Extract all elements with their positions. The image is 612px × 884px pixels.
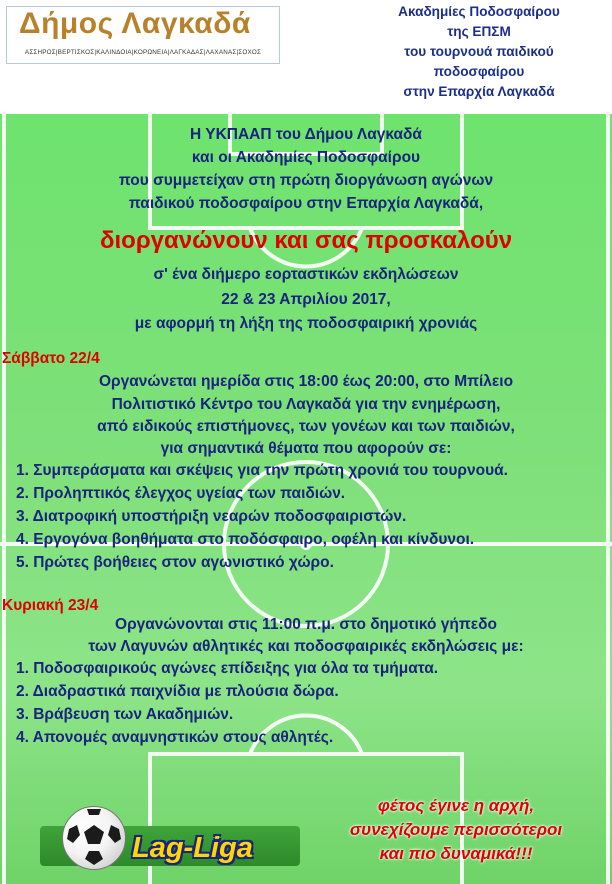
event-line: σ' ένα διήμερο εορταστικών εκδηλώσεων xyxy=(153,266,459,283)
saturday-desc-line: για σημαντικά θέματα που αφορούν σε: xyxy=(160,440,452,457)
sunday-item: 2. Διαδραστικά παιχνίδια με πλούσια δώρα. xyxy=(16,683,339,700)
intro-line: παιδικού ποδοσφαίρου στην Επαρχία Λαγκαδά, xyxy=(128,195,484,212)
sunday-heading: Κυριακή 23/4 xyxy=(2,597,99,614)
header-line: του τουρνουά παιδικού xyxy=(404,44,554,59)
sunday-item: 1. Ποδοσφαιρικούς αγώνες επίδειξης για όλα τα τμήματα. xyxy=(16,660,439,677)
event-line: 22 & 23 Απριλίου 2017, xyxy=(221,291,391,308)
municipality-logo xyxy=(6,6,280,64)
logo-title: Δήμος Λαγκαδά xyxy=(19,7,251,40)
saturday-item: 5. Πρώτες βοήθειες στον αγωνιστικό χώρο. xyxy=(16,554,334,571)
intro-line: και οι Ακαδημίες Ποδοσφαίρου xyxy=(191,149,421,166)
logo-subtitle: ΑΣΣΗΡΟΣ|ΒΕΡΤΙΣΚΟΣ|ΚΑΛΙΝΔΟΙΑ|ΚΟΡΩΝΕΙΑ|ΛΑΓΚΑΔΑΣ|ΛΑΧΑΝΑΣ|ΣΟΧΟΣ xyxy=(24,49,262,56)
header-line: της ΕΠΣΜ xyxy=(447,24,511,39)
saturday-desc-line: Πολιτιστικό Κέντρο του Λαγκαδά για την ενημέρωση, xyxy=(111,396,501,413)
saturday-item: 1. Συμπεράσματα και σκέψεις για την πρώτη χρονιά του τουρνουά. xyxy=(16,462,508,479)
sunday-desc-line: Οργανώνονται στις 11:00 π.μ. στο δημοτικό γήπεδο xyxy=(115,616,497,633)
sunday-desc-line: των Λαγυνών αθλητικές και ποδοσφαιρικές εκδηλώσεις με: xyxy=(88,638,524,655)
closing-slogan xyxy=(300,794,612,866)
header-line: Ακαδημίες Ποδοσφαίρου xyxy=(398,4,560,19)
intro-line: που συμμετείχαν στη πρώτη διοργάνωση αγώνων xyxy=(118,172,494,189)
saturday-heading: Σάββατο 22/4 xyxy=(2,350,100,367)
header-line: στην Επαρχία Λαγκαδά xyxy=(403,84,555,99)
header-band xyxy=(0,0,612,114)
saturday-item: 2. Προληπτικός έλεγχος υγείας των παιδιών. xyxy=(16,485,346,502)
slogan-line: φέτος έγινε η αρχή, xyxy=(377,796,535,815)
slogan-line: συνεχίζουμε περισσότεροι xyxy=(349,820,563,839)
header-line: ποδοσφαίρου xyxy=(433,64,525,79)
saturday-desc-line: από ειδικούς επιστήμονες, των γονέων και των παιδιών, xyxy=(97,418,515,435)
slogan-line: και πιο δυναμικά!!! xyxy=(379,844,533,863)
event-line: με αφορμή τη λήξη της ποδοσφαιρική χρονιάς xyxy=(134,315,478,332)
header-academies-text xyxy=(348,2,610,102)
sunday-item: 4. Απονομές αναμνηστικών στους αθλητές. xyxy=(16,729,334,746)
intro-line: Η ΥΚΠΑΑΠ του Δήμου Λαγκαδά xyxy=(190,126,422,143)
saturday-item: 4. Εργογόνα βοηθήματα στο ποδόσφαιρο, οφέλη και κίνδυνοι. xyxy=(16,531,475,548)
lag-liga-brand: Lag-Liga xyxy=(132,832,253,864)
saturday-item: 3. Διατροφική υποστήριξη νεαρών ποδοσφαιριστών. xyxy=(16,508,407,525)
saturday-desc-line: Οργανώνεται ημερίδα στις 18:00 έως 20:00, στο Μπίλειο xyxy=(98,373,514,390)
sunday-item: 3. Βράβευση των Ακαδημιών. xyxy=(16,706,234,723)
invitation-headline: διοργανώνουν και σας προσκαλούν xyxy=(99,227,513,254)
football-icon xyxy=(62,806,126,870)
